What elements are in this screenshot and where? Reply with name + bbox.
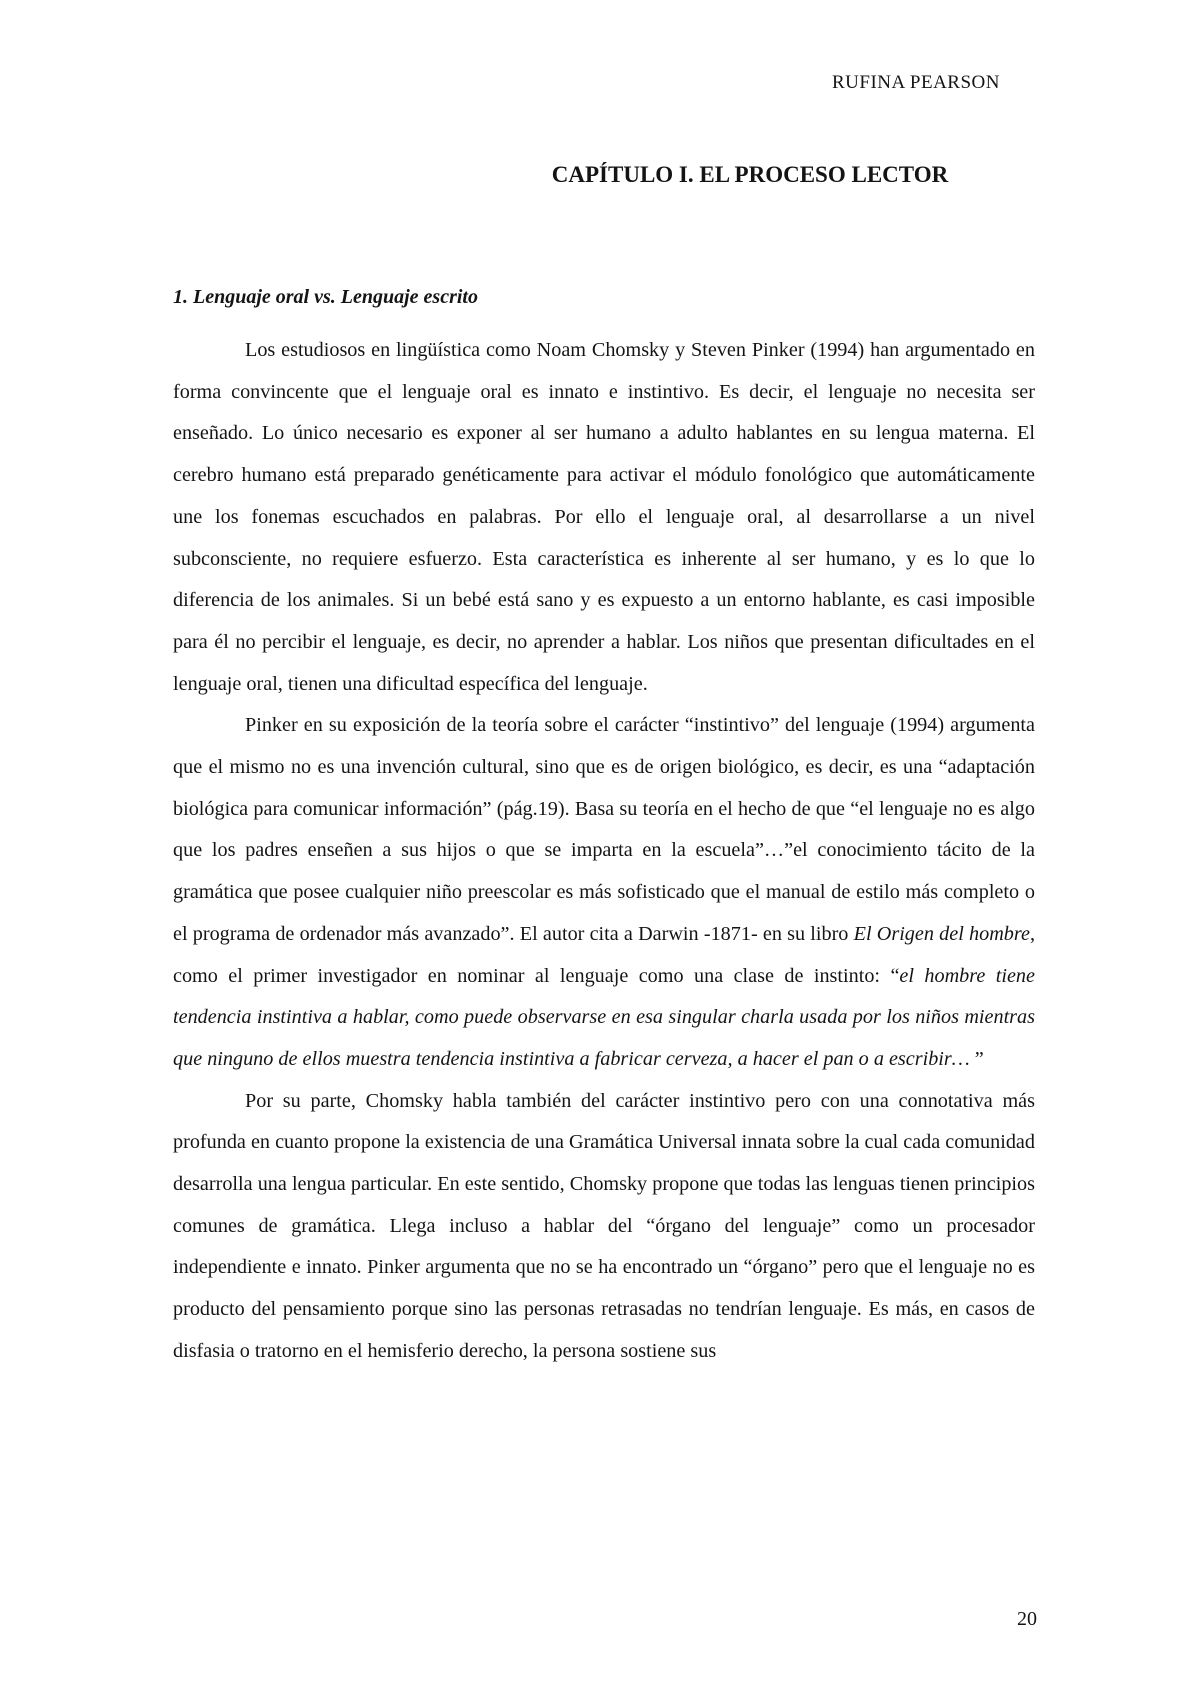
book-title: El Origen del hombre [853, 922, 1030, 945]
paragraph-2-text-b: , como el primer investigador en nominar al lenguaje como una clase de instinto: “ [173, 922, 1035, 987]
paragraph-2 [173, 705, 1035, 1080]
quote-close: ” [969, 1047, 984, 1070]
chapter-title: CAPÍTULO I. EL PROCESO LECTOR [551, 162, 949, 187]
section-heading: 1. Lenguaje oral vs. Lenguaje escrito [173, 286, 478, 308]
darwin-quote: el hombre tiene tendencia instintiva a hablar, como puede observarse en esa singular charla usada por los niños mientras que ninguno de ellos muestra tendencia instintiva a fabricar cerveza, a hacer el pan o a escribir… [173, 964, 1035, 1070]
page-number: 20 [1017, 1608, 1037, 1630]
body-text [173, 330, 1035, 1373]
paragraph-1: Los estudiosos en lingüística como Noam Chomsky y Steven Pinker (1994) han argumentado en forma convincente que el lenguaje oral es innato e instintivo. Es decir, el lenguaje no necesita ser enseñado. Lo único necesario es exponer al ser humano a adulto hablantes en su lengua materna. El cerebro humano está preparado genéticamente para activar el módulo fonológico que automáticamente une los fonemas escuchados en palabras. Por ello el lenguaje oral, al desarrollarse a un nivel subconsciente, no requiere esfuerzo. Esta característica es inherente al ser humano, y es lo que lo diferencia de los animales. Si un bebé está sano y es expuesto a un entorno hablante, es casi imposible para él no percibir el lenguaje, es decir, no aprender a hablar. Los niños que presentan dificultades en el lenguaje oral, tienen una dificultad específica del lenguaje. [173, 339, 1035, 695]
paragraph-2-text-a: Pinker en su exposición de la teoría sobre el carácter “instintivo” del lenguaje (1994) argumenta que el mismo no es una invención cultural, sino que es de origen biológico, es decir, es una “adaptación biológica para comunicar información” (pág.19). Basa su teoría en el hecho de que “el lenguaje no es algo que los padres enseñen a sus hijos o que se imparta en la escuela”…”el conocimiento tácito de la gramática que posee cualquier niño preescolar es más sofisticado que el manual de estilo más completo o el programa de ordenador más avanzado”. El autor cita a Darwin -1871- en su libro [173, 714, 1035, 945]
running-header: RUFINA PEARSON [831, 72, 1000, 93]
paragraph-3: Por su parte, Chomsky habla también del carácter instintivo pero con una connotativa más profunda en cuanto propone la existencia de una Gramática Universal innata sobre la cual cada comunidad desarrolla una lengua particular. En este sentido, Chomsky propone que todas las lenguas tienen principios comunes de gramática. Llega incluso a hablar del “órgano del lenguaje” como un procesador independiente e innato. Pinker argumenta que no se ha encontrado un “órgano” pero que el lenguaje no es producto del pensamiento porque sino las personas retrasadas no tendrían lenguaje. Es más, en casos de disfasia o tratorno en el hemisferio derecho, la persona sostiene sus [173, 1089, 1035, 1362]
